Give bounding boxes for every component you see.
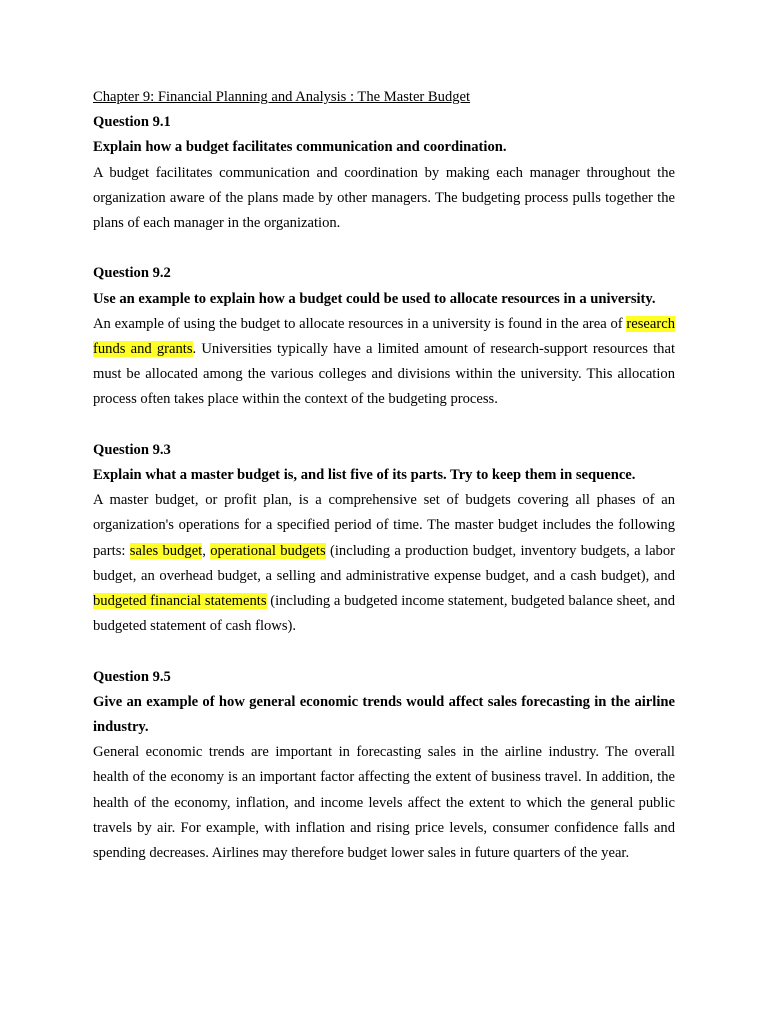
- question-9-5: [93, 665, 675, 867]
- question-prompt: Give an example of how general economic trends would affect sales forecasting in the airline industry.: [93, 693, 675, 736]
- paragraph-gap: [93, 413, 675, 438]
- highlighted-phrase: budgeted financial statements: [93, 593, 267, 610]
- answer-text: . Universities typically have a limited amount of research-support resources that must be allocated among the various colleges and divisions within the university. This allocation process often takes place within the context of the budgeting process.: [93, 341, 675, 408]
- highlighted-phrase: operational budgets: [210, 542, 326, 559]
- question-title: Question 9.5: [93, 668, 171, 685]
- question-title: Question 9.2: [93, 265, 171, 282]
- question-9-3: [93, 438, 675, 640]
- question-9-1: [93, 110, 675, 236]
- question-prompt: Explain how a budget facilitates communication and coordination.: [93, 139, 507, 156]
- highlighted-phrase: research funds and grants: [93, 315, 675, 358]
- answer-text: An example of using the budget to allocate resources in a university is found in the area of: [93, 315, 627, 332]
- question-answer: A budget facilitates communication and coordination by making each manager throughout the organization aware of the plans made by other managers. The budgeting process pulls together the plans of each manager in the organization.: [93, 164, 675, 232]
- question-title: Question 9.3: [93, 441, 171, 458]
- question-answer: [93, 312, 675, 413]
- answer-text: A master budget, or profit plan, is a comprehensive set of budgets covering all phases of an organization's operations for a specified period of time. The master budget includes the following parts:: [93, 492, 675, 559]
- answer-text: ,: [202, 542, 211, 559]
- answer-text: (including a budgeted income statement, budgeted balance sheet, and budgeted statement of cash flows).: [93, 593, 675, 635]
- document-page: [93, 85, 675, 866]
- question-answer: General economic trends are important in forecasting sales in the airline industry. The overall health of the economy is an important factor affecting the extent of business travel. In addition, the health of the economy, inflation, and income levels affect the extent to which the general public travels by air. For example, with inflation and rising price levels, consumer confidence falls and spending decreases. Airlines may therefore budget lower sales in future quarters of the year.: [93, 744, 675, 862]
- highlighted-phrase: sales budget: [129, 542, 203, 559]
- question-prompt: Use an example to explain how a budget could be used to allocate resources in a university.: [93, 290, 656, 307]
- question-answer: [93, 488, 675, 639]
- paragraph-gap: [93, 236, 675, 261]
- chapter-title: Chapter 9: Financial Planning and Analysis : The Master Budget: [93, 89, 471, 105]
- question-9-2: [93, 261, 675, 412]
- question-title: Question 9.1: [93, 114, 171, 131]
- question-prompt: Explain what a master budget is, and list five of its parts. Try to keep them in sequence.: [93, 467, 636, 484]
- answer-text: (including a production budget, inventory budgets, a labor budget, an overhead budget, a selling and administrative expense budget, and a cash budget), and: [93, 542, 675, 584]
- paragraph-gap: [93, 639, 675, 664]
